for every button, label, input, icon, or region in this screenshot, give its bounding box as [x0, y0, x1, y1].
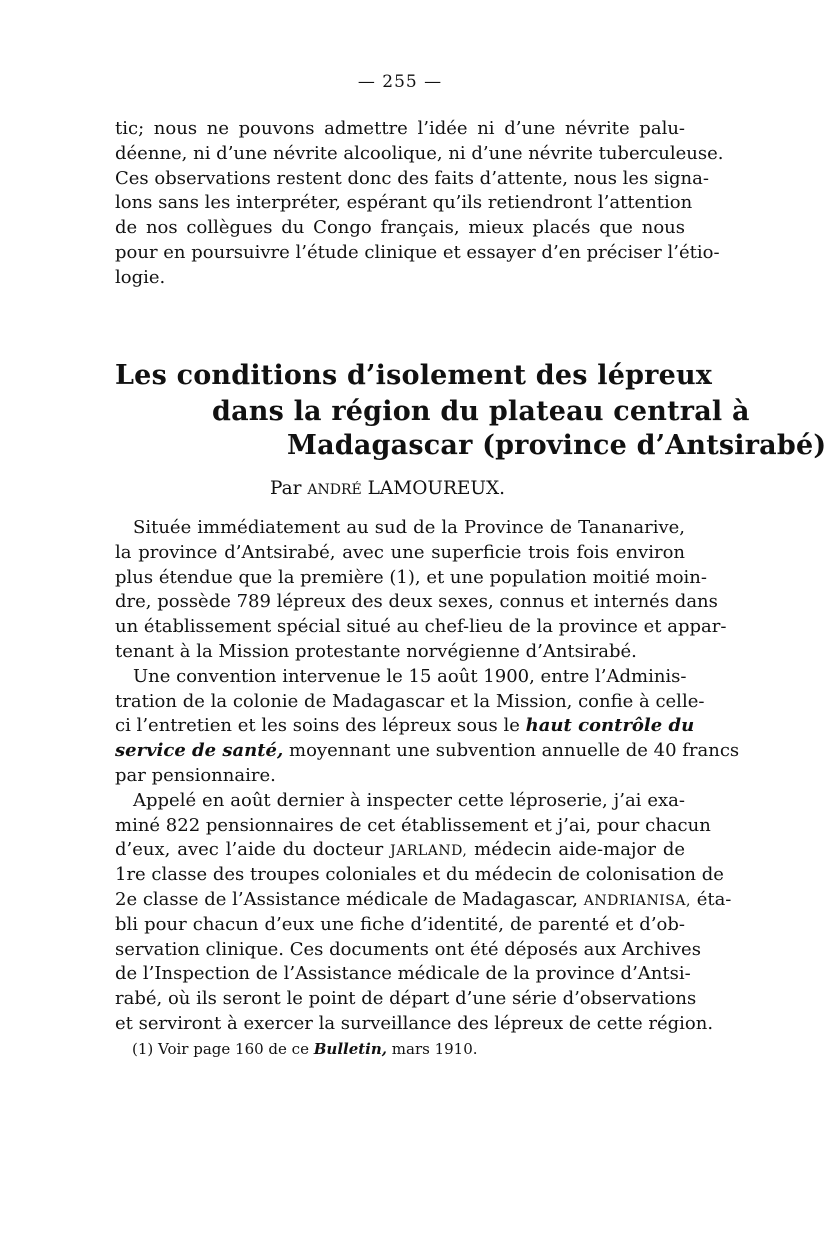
text-line: servation clinique. Ces documents ont été déposés aux Archives: [115, 938, 701, 960]
text-line: [115, 838, 685, 863]
text-line: Ces observations restent donc des faits d’attente, nous les signa-: [115, 167, 709, 189]
intro-paragraph: [115, 117, 724, 291]
byline: [270, 478, 505, 499]
article-title-line-3: Madagascar (province d’Antsirabé): [287, 430, 826, 461]
article-title-line-1: Les conditions d’isolement des lépreux: [115, 360, 713, 391]
person-name: ANDRIANISA,: [583, 892, 691, 909]
byline-prefix: Par: [270, 478, 302, 499]
text-line: Située immédiatement au sud de la Province de Tananarive,: [133, 517, 685, 538]
text-line: 1re classe des troupes coloniales et du médecin de colonisation de: [115, 864, 724, 886]
text-line: pour en poursuivre l’étude clinique et essayer d’en préciser l’étio-: [115, 241, 720, 263]
text-line: [115, 888, 732, 913]
text-span: moyennant une subvention annuelle de 40 francs: [289, 740, 740, 762]
text-span: 2e classe de l’Assistance médicale de Madagascar,: [115, 888, 579, 910]
text-line: Appelé en août dernier à inspecter cette léproserie, j’ai exa-: [133, 789, 685, 811]
author-last-name: LAMOUREUX.: [367, 478, 506, 499]
footnote-text: mars 1910.: [391, 1040, 478, 1058]
article-body: [115, 516, 740, 1037]
text-span: ci l’entretien et les soins des lépreux sous le: [115, 715, 520, 737]
text-line: bli pour chacun d’eux une fiche d’identité, de parenté et d’ob-: [115, 913, 685, 935]
text-line: de nos collègues du Congo français, mieux placés que nous: [115, 217, 685, 239]
text-line: plus étendue que la première (1), et une population moitié moin-: [115, 566, 707, 588]
text-line: lons sans les interpréter, espérant qu’ils retiendront l’attention: [115, 192, 693, 214]
text-line: un établissement spécial situé au chef-lieu de la province et appar-: [115, 616, 727, 638]
emphasis-text: service de santé,: [115, 740, 284, 762]
text-span: médecin aide-major de: [474, 839, 685, 861]
text-span: éta-: [696, 888, 732, 910]
text-span: d’eux, avec l’aide du docteur: [115, 839, 384, 861]
text-line: déenne, ni d’une névrite alcoolique, ni d’une névrite tuberculeuse.: [115, 142, 724, 164]
text-line: tration de la colonie de Madagascar et la Mission, confie à celle-: [115, 690, 705, 712]
emphasis-text: haut contrôle du: [525, 715, 695, 737]
text-line: et serviront à exercer la surveillance des lépreux de cette région.: [115, 1012, 714, 1034]
footnote-text: (1) Voir page 160 de ce: [132, 1040, 309, 1058]
text-line: [115, 714, 695, 739]
text-line: Une convention intervenue le 15 août 1900, entre l’Adminis-: [133, 665, 687, 687]
text-line: par pensionnaire.: [115, 764, 276, 786]
text-line: rabé, où ils seront le point de départ d’une série d’observations: [115, 988, 697, 1010]
text-line: la province d’Antsirabé, avec une superficie trois fois environ: [115, 541, 685, 563]
text-line: tic; nous ne pouvons admettre l’idée ni d’une névrite palu-: [115, 118, 685, 139]
text-line: miné 822 pensionnaires de cet établissement et j’ai, pour chacun: [115, 814, 711, 836]
text-line: dre, possède 789 lépreux des deux sexes, connus et internés dans: [115, 591, 718, 613]
person-name: JARLAND,: [390, 843, 468, 860]
text-line: de l’Inspection de l’Assistance médicale de la province d’Antsi-: [115, 963, 691, 985]
text-line: [115, 739, 740, 764]
footnote-emphasis: Bulletin,: [313, 1040, 388, 1058]
text-line: tenant à la Mission protestante norvégienne d’Antsirabé.: [115, 640, 637, 662]
text-line: logie.: [115, 266, 166, 288]
footnote: [132, 1040, 478, 1058]
article-title-line-2: dans la région du plateau central à: [212, 396, 750, 427]
author-first-name: ANDRÉ: [307, 482, 362, 498]
page-number: — 255 —: [357, 72, 443, 92]
